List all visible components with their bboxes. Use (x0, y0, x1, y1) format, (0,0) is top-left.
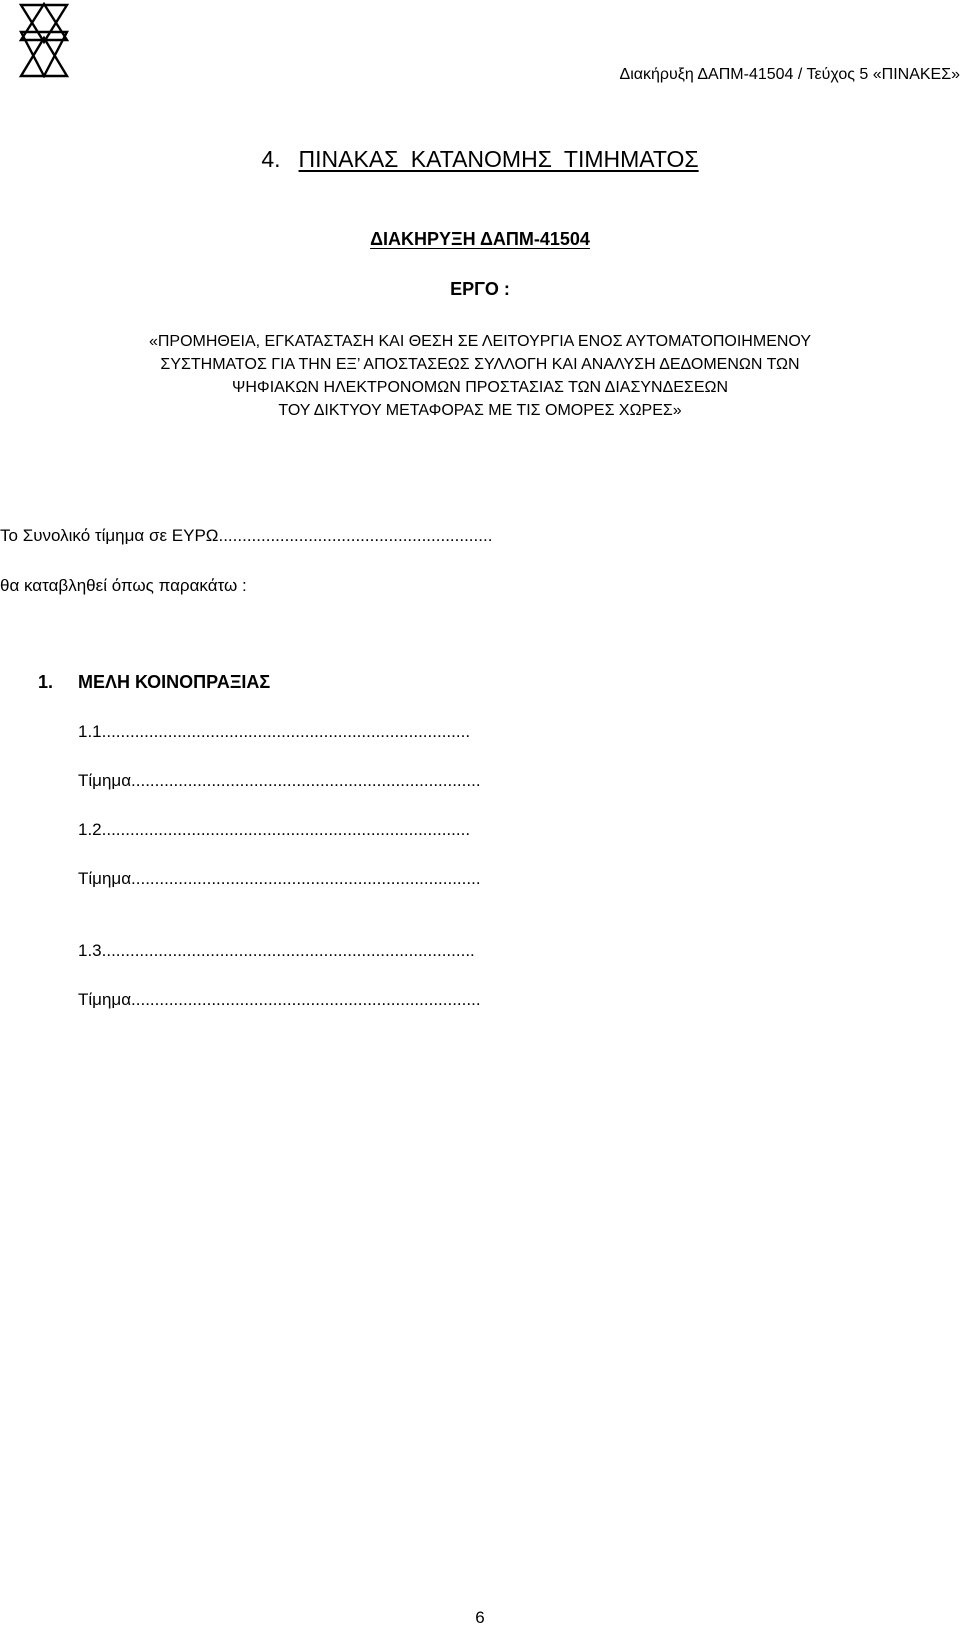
page-number: 6 (475, 1608, 485, 1627)
project-label: ΕΡΓΟ : (450, 279, 510, 299)
project-title (0, 330, 960, 422)
members-number: 1. (38, 672, 54, 692)
section-title-text: ΠΙΝΑΚΑΣ ΚΑΤΑΝΟΜΗΣ ΤΙΜΗΜΑΤΟΣ (298, 146, 699, 172)
triangle-emblem-icon (18, 2, 70, 78)
member-item: 1.1.............................................................................. (78, 722, 471, 741)
payment-note: θα καταβληθεί όπως παρακάτω : (0, 576, 247, 595)
project-title-line: ΣΥΣΤΗΜΑΤΟΣ ΓΙΑ ΤΗΝ ΕΞ’ ΑΠΟΣΤΑΣΕΩΣ ΣΥΛΛΟΓΗ ΚΑΙ ΑΝΑΛΥΣΗ ΔΕΔΟΜΕΝΩΝ ΤΩΝ (160, 356, 800, 373)
member-price: Τίμημα.......................................................................... (78, 990, 481, 1009)
member-item: 1.3............................................................................... (78, 941, 475, 960)
member-price: Τίμημα.......................................................................... (78, 771, 481, 790)
document-reference: Διακήρυξη ΔΑΠΜ-41504 / Τεύχος 5 «ΠΙΝΑΚΕΣ» (619, 66, 960, 83)
members-heading-text: ΜΕΛΗ ΚΟΙΝΟΠΡΑΞΙΑΣ (78, 672, 271, 692)
project-title-line: «ΠΡΟΜΗΘΕΙΑ, ΕΓΚΑΤΑΣΤΑΣΗ ΚΑΙ ΘΕΣΗ ΣΕ ΛΕΙΤΟΥΡΓΙΑ ΕΝΟΣ ΑΥΤΟΜΑΤΟΠΟΙΗΜΕΝΟΥ (148, 333, 812, 350)
member-price: Τίμημα.......................................................................... (78, 869, 481, 888)
total-price-line: Το Συνολικό τίμημα σε ΕΥΡΩ.......................................................... (0, 526, 493, 545)
members-heading (38, 672, 270, 693)
proclamation-heading: ΔΙΑΚΗΡΥΞΗ ΔΑΠΜ-41504 (370, 229, 590, 249)
project-title-line: ΨΗΦΙΑΚΩΝ ΗΛΕΚΤΡΟΝΟΜΩΝ ΠΡΟΣΤΑΣΙΑΣ ΤΩΝ ΔΙΑΣΥΝΔΕΣΕΩΝ (232, 379, 728, 396)
section-number: 4. (261, 146, 281, 172)
member-item: 1.2.............................................................................. (78, 820, 471, 839)
section-title (0, 146, 960, 173)
project-title-line: ΤΟΥ ΔΙΚΤΥΟΥ ΜΕΤΑΦΟΡΑΣ ΜΕ ΤΙΣ ΟΜΟΡΕΣ ΧΩΡΕΣ» (278, 402, 682, 419)
